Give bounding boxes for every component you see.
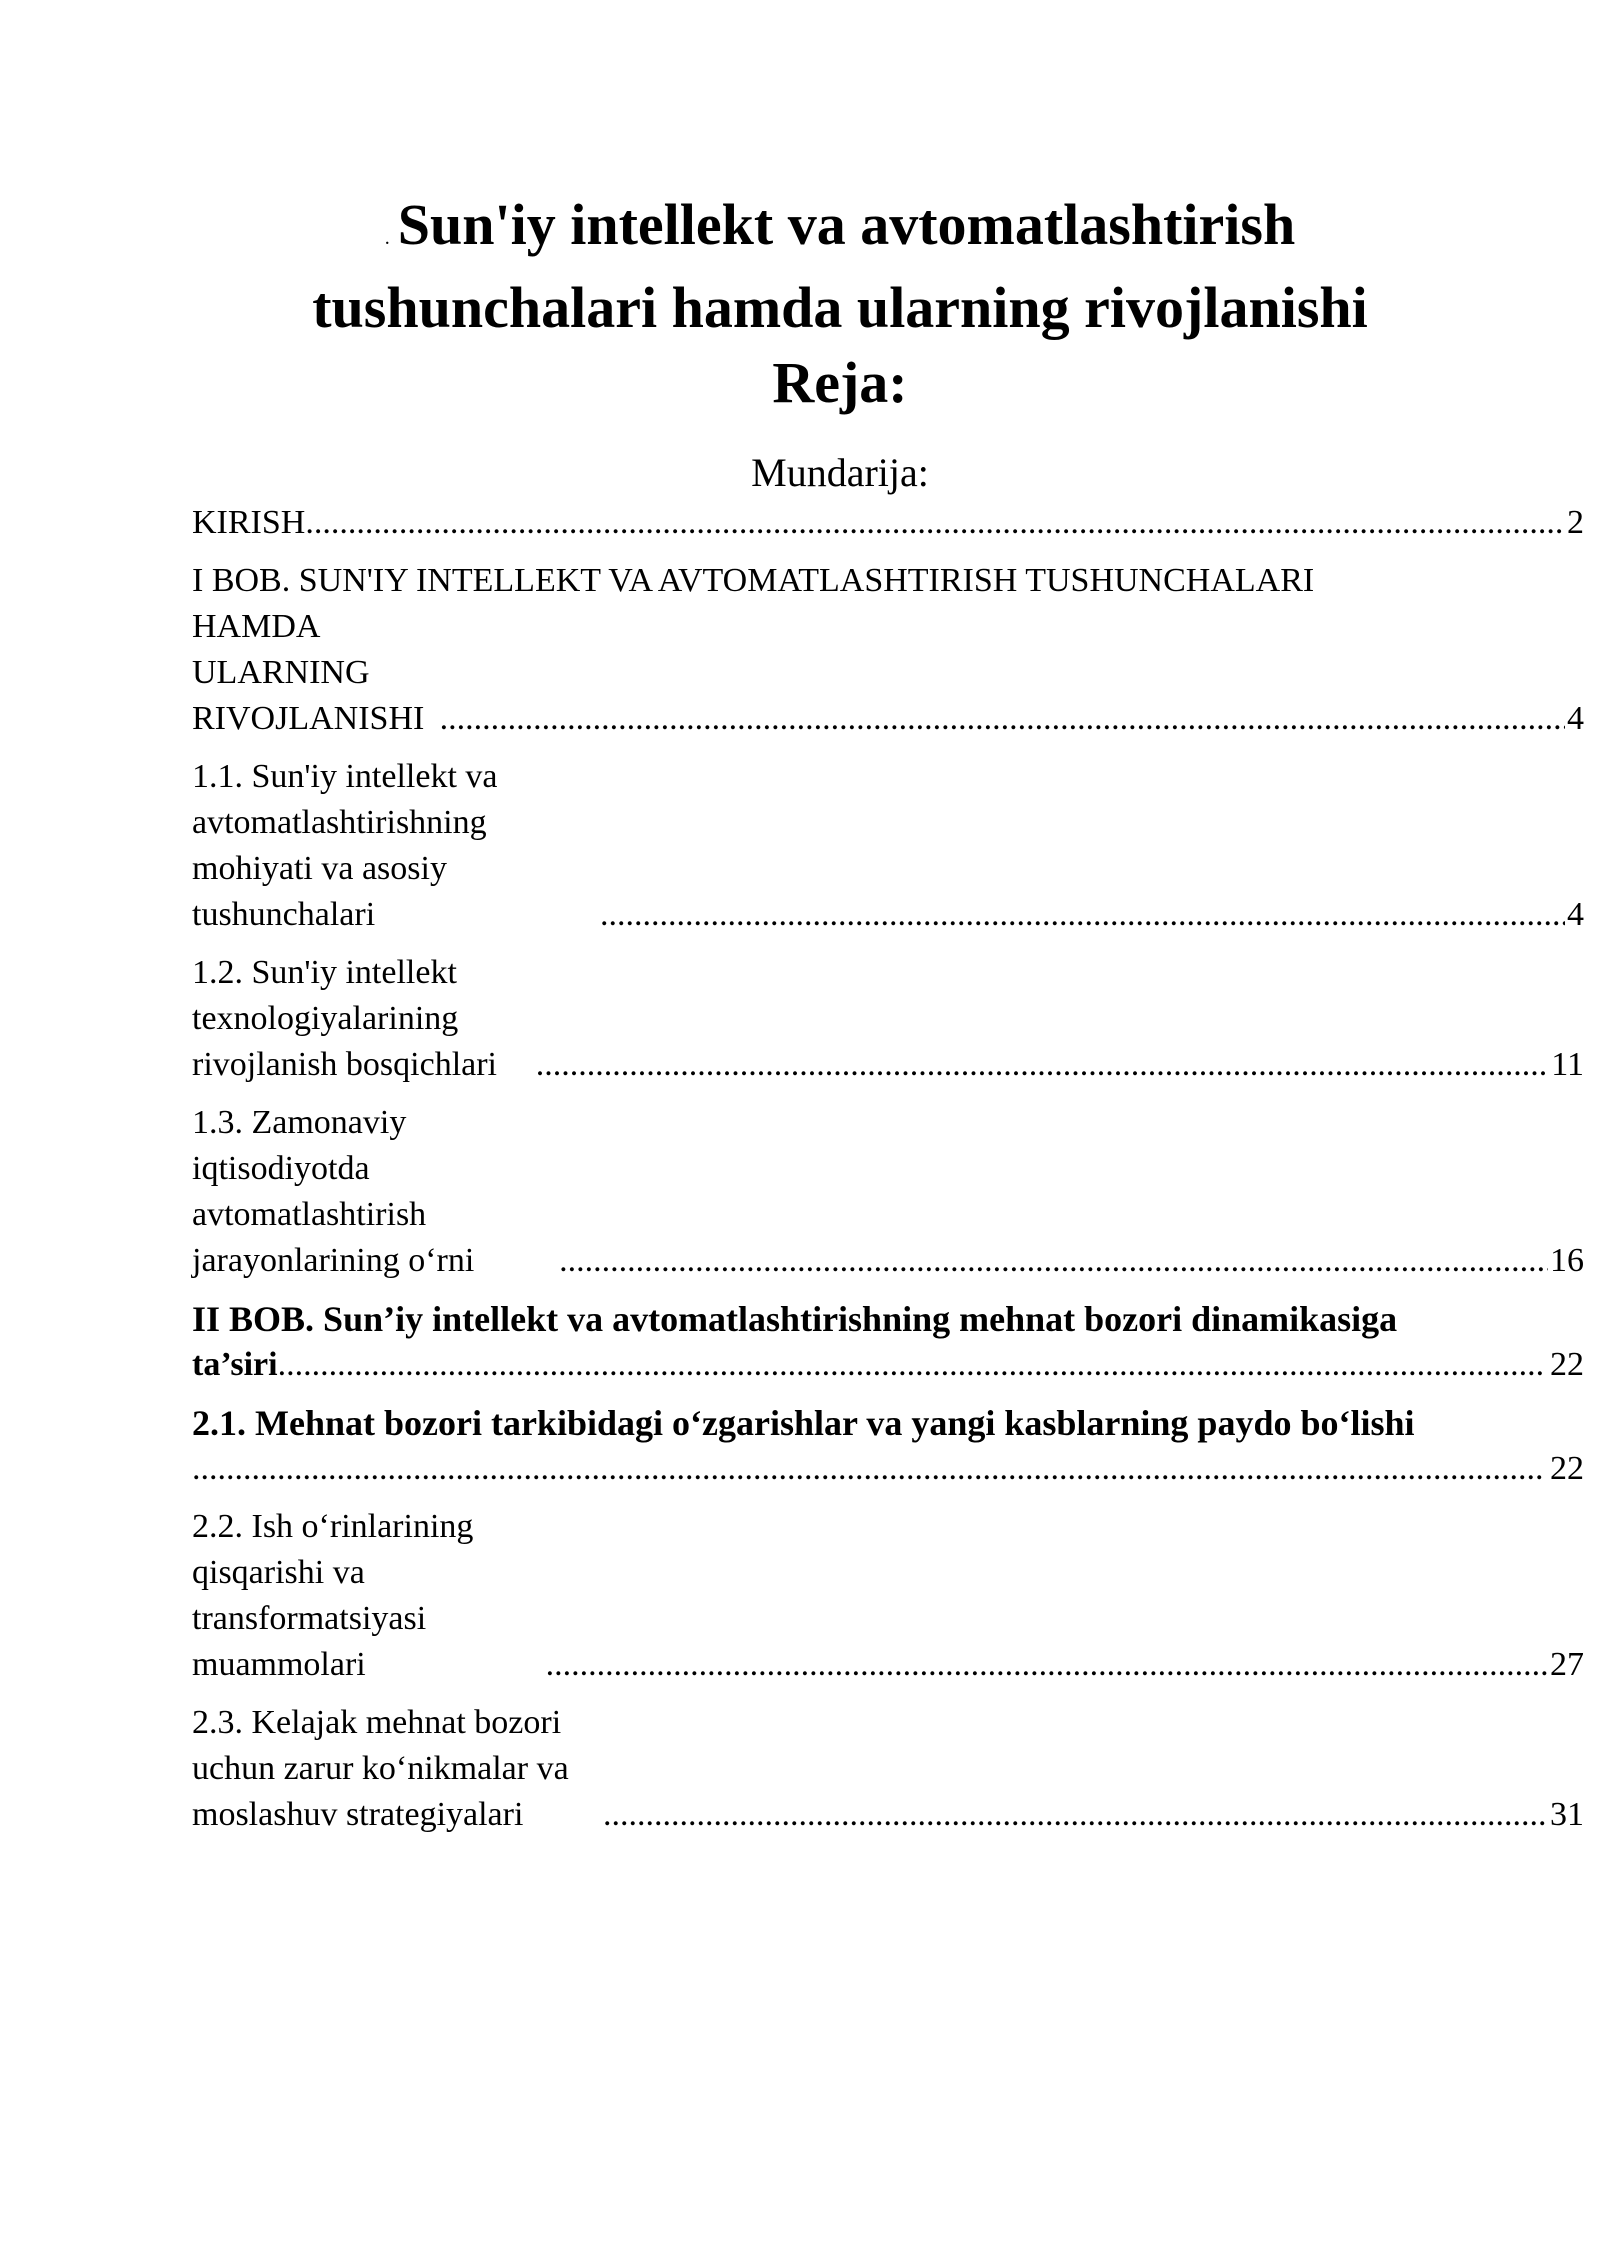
toc-entry-label-line-1: 2.1. Mehnat bozori tarkibidagi o‘zgarishlar va yangi kasblarning paydo bo‘lishi	[192, 1403, 1415, 1443]
title-line-1-text: Sun'iy intellekt va avtomatlashtirish	[397, 192, 1296, 257]
toc-entry-2-3[interactable]	[192, 1700, 1584, 1838]
toc-entry-bob1[interactable]	[192, 558, 1584, 742]
toc-entry-label-line-1: I BOB. SUN'IY INTELLEKT VA AVTOMATLASHTIRISH TUSHUNCHALARI	[192, 562, 1315, 599]
toc-page-number: 22	[1550, 1346, 1584, 1383]
title-line-2: tushunchalari hamda ularning rivojlanishi	[312, 275, 1368, 340]
toc-page-number: 27	[1550, 1646, 1584, 1683]
contents-heading: Mundarija:	[751, 450, 929, 495]
toc-dot-leader	[600, 892, 1565, 938]
toc-entry-1-2[interactable]	[192, 950, 1584, 1088]
toc-entry-2-1[interactable]	[192, 1400, 1584, 1492]
toc-dot-leader	[546, 1642, 1548, 1688]
toc-page-number: 2	[1567, 504, 1584, 541]
toc-dot-leader	[603, 1792, 1548, 1838]
toc-entry-1-1[interactable]	[192, 754, 1584, 938]
title-prefix: .	[384, 227, 390, 249]
toc-page-number: 4	[1567, 896, 1584, 933]
toc-entry-1-3[interactable]	[192, 1100, 1584, 1284]
toc-entry-label: 1.3. Zamonaviy iqtisodiyotda avtomatlashtirish jarayonlarining o‘rni	[192, 1104, 475, 1279]
toc-dot-leader	[440, 696, 1565, 742]
toc-entry-2-2[interactable]	[192, 1504, 1584, 1688]
toc-entry-label: 1.2. Sun'iy intellekt texnologiyalarining rivojlanish bosqichlari	[192, 954, 498, 1083]
toc-entry-label: KIRISH	[192, 504, 306, 541]
toc-page-number: 16	[1550, 1242, 1584, 1279]
plan-heading: Reja:	[772, 350, 908, 415]
toc-page-number: 4	[1567, 700, 1584, 737]
toc-entry-label: 1.1. Sun'iy intellekt va avtomatlashtirishning mohiyati va asosiy tushunchalari	[192, 758, 498, 933]
toc-page-number: 31	[1550, 1796, 1584, 1833]
toc-page-number: 22	[1550, 1450, 1584, 1487]
toc-dot-leader	[559, 1238, 1548, 1284]
document-title	[190, 190, 1490, 343]
toc-dot-leader	[305, 500, 1565, 546]
toc-entry-label: 2.3. Kelajak mehnat bozori uchun zarur ko‘nikmalar va moslashuv strategiyalari	[192, 1704, 569, 1833]
toc-entry-label-line-2: HAMDA ULARNING RIVOJLANISHI	[192, 608, 425, 737]
toc-page-number: 11	[1551, 1046, 1584, 1083]
toc-entry-bob2[interactable]	[192, 1296, 1584, 1388]
title-line-1	[190, 190, 1490, 273]
toc-entry-label-line-2: ta’siri	[192, 1346, 278, 1383]
toc-dot-leader	[536, 1042, 1550, 1088]
toc-entry-label-line-1: II BOB. Sun’iy intellekt va avtomatlashtirishning mehnat bozori dinamikasiga	[192, 1299, 1398, 1339]
toc-dot-leader	[192, 1446, 1542, 1492]
toc-entry-kirish[interactable]	[192, 500, 1584, 546]
toc-dot-leader	[278, 1342, 1542, 1388]
toc-entry-label: 2.2. Ish o‘rinlarining qisqarishi va transformatsiyasi muammolari	[192, 1508, 474, 1683]
table-of-contents	[192, 500, 1584, 1850]
